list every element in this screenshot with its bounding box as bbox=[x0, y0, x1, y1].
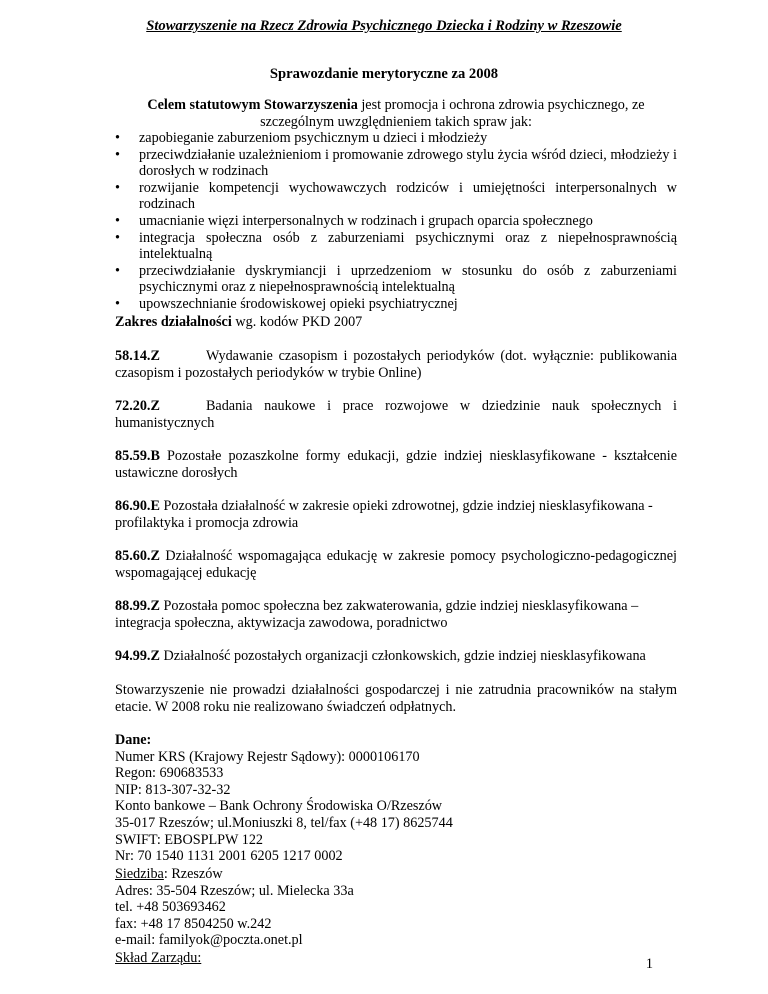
registration-data bbox=[115, 732, 677, 865]
scope-bold: Zakres działalności bbox=[115, 314, 232, 330]
goal-item: • upowszechnianie środowiskowej opieki psychiatrycznej bbox=[115, 296, 677, 313]
goal-item: • przeciwdziałanie dyskrymiancji i uprzedzeniom w stosunku do osób z zaburzeniami psychicznymi oraz z niepełnosprawnością intelektualną bbox=[115, 263, 677, 296]
page-header: Stowarzyszenie na Rzecz Zdrowia Psychicznego Dziecka i Rodziny w Rzeszowie bbox=[146, 18, 622, 34]
pkd-code: 85.60.Z bbox=[115, 548, 160, 564]
pkd-entry bbox=[115, 448, 677, 481]
page-number: 1 bbox=[645, 956, 653, 972]
report-title: Sprawozdanie merytoryczne za 2008 bbox=[269, 66, 499, 82]
pkd-entry bbox=[115, 348, 677, 381]
scope-text: wg. kodów PKD 2007 bbox=[231, 314, 363, 330]
goal-item: • zapobieganie zaburzeniom psychicznym u dzieci i młodzieży bbox=[115, 130, 677, 147]
pkd-text: Badania naukowe i prace rozwojowe w dziedzinie nauk społecznych i humanistycznych bbox=[115, 398, 677, 431]
headquarters-data bbox=[115, 866, 677, 949]
siedziba-value: : Rzeszów bbox=[163, 866, 223, 882]
dane-line: Regon: 690683533 bbox=[115, 765, 224, 782]
pkd-entry bbox=[115, 598, 677, 631]
pkd-code: 58.14.Z bbox=[115, 348, 160, 364]
intro-paragraph bbox=[115, 97, 677, 130]
goal-item: • umacnianie więzi interpersonalnych w rodzinach i grupach oparcia społecznego bbox=[115, 213, 677, 230]
dane-line: 35-017 Rzeszów; ul.Moniuszki 8, tel/fax (+48 17) 8625744 bbox=[115, 814, 453, 831]
board-heading: Skład Zarządu: bbox=[115, 950, 202, 966]
activity-note: Stowarzyszenie nie prowadzi działalności gospodarczej i nie zatrudnia pracowników na stałym etacie. W 2008 roku nie realizowano świadczeń odpłatnych. bbox=[115, 682, 677, 715]
pkd-text: Pozostała działalność w zakresie opieki zdrowotnej, gdzie indziej niesklasyfikowana - profilaktyka i promocja zdrowia bbox=[115, 498, 653, 531]
pkd-text: Pozostałe pozaszkolne formy edukacji, gdzie indziej niesklasyfikowane - kształcenie ustawiczne dorosłych bbox=[115, 448, 678, 481]
siedziba-label: Siedziba bbox=[115, 866, 164, 882]
siedziba-line: tel. +48 503693462 bbox=[115, 899, 226, 916]
goal-item: • przeciwdziałanie uzależnieniom i promowanie zdrowego stylu życia wśród dzieci, młodzieży i dorosłych w rodzinach bbox=[115, 147, 677, 180]
pkd-entry bbox=[115, 498, 677, 531]
pkd-entry bbox=[115, 398, 677, 431]
pkd-code: 85.59.B bbox=[115, 448, 160, 464]
pkd-entry bbox=[115, 648, 677, 665]
dane-line: NIP: 813-307-32-32 bbox=[115, 781, 231, 798]
dane-line: Numer KRS (Krajowy Rejestr Sądowy): 0000106170 bbox=[115, 748, 420, 765]
dane-line: Nr: 70 1540 1131 2001 6205 1217 0002 bbox=[115, 848, 343, 865]
intro-bold: Celem statutowym Stowarzyszenia bbox=[147, 97, 358, 113]
dane-line: SWIFT: EBOSPLPW 122 bbox=[115, 831, 264, 848]
pkd-entry bbox=[115, 548, 677, 581]
pkd-code: 88.99.Z bbox=[115, 598, 160, 614]
goals-list bbox=[115, 130, 677, 313]
pkd-text: Wydawanie czasopism i pozostałych periodyków (dot. wyłącznie: publikowania czasopism i pozostałych periodyków w trybie Online) bbox=[115, 348, 677, 381]
siedziba-line: e-mail: familyok@poczta.onet.pl bbox=[115, 932, 303, 949]
siedziba-line: Adres: 35-504 Rzeszów; ul. Mielecka 33a bbox=[115, 882, 354, 899]
pkd-text: Działalność wspomagająca edukację w zakresie pomocy psychologiczno-pedagogicznej wspomagającej edukację bbox=[115, 548, 678, 581]
siedziba-line: fax: +48 17 8504250 w.242 bbox=[115, 915, 272, 932]
scope-heading bbox=[115, 314, 677, 331]
pkd-code: 72.20.Z bbox=[115, 398, 160, 414]
goal-item: • rozwijanie kompetencji wychowawczych rodziców i umiejętności interpersonalnych w rodzinach bbox=[115, 180, 677, 213]
pkd-text: Pozostała pomoc społeczna bez zakwaterowania, gdzie indziej niesklasyfikowana – integracja społeczna, aktywizacja zawodowa, poradnictwo bbox=[115, 598, 639, 631]
pkd-text: Działalność pozostałych organizacji członkowskich, gdzie indziej niesklasyfikowana bbox=[163, 648, 646, 664]
goal-item: • integracja społeczna osób z zaburzeniami psychicznymi oraz z niepełnosprawnością intelektualną bbox=[115, 230, 677, 263]
pkd-code: 94.99.Z bbox=[115, 648, 160, 664]
intro-text: jest promocja i ochrona zdrowia psychicznego, ze szczególnym uwzględnieniem takich spraw jak: bbox=[260, 97, 645, 130]
dane-line: Konto bankowe – Bank Ochrony Środowiska O/Rzeszów bbox=[115, 798, 443, 815]
dane-heading: Dane: bbox=[115, 732, 152, 748]
pkd-code: 86.90.E bbox=[115, 498, 160, 514]
